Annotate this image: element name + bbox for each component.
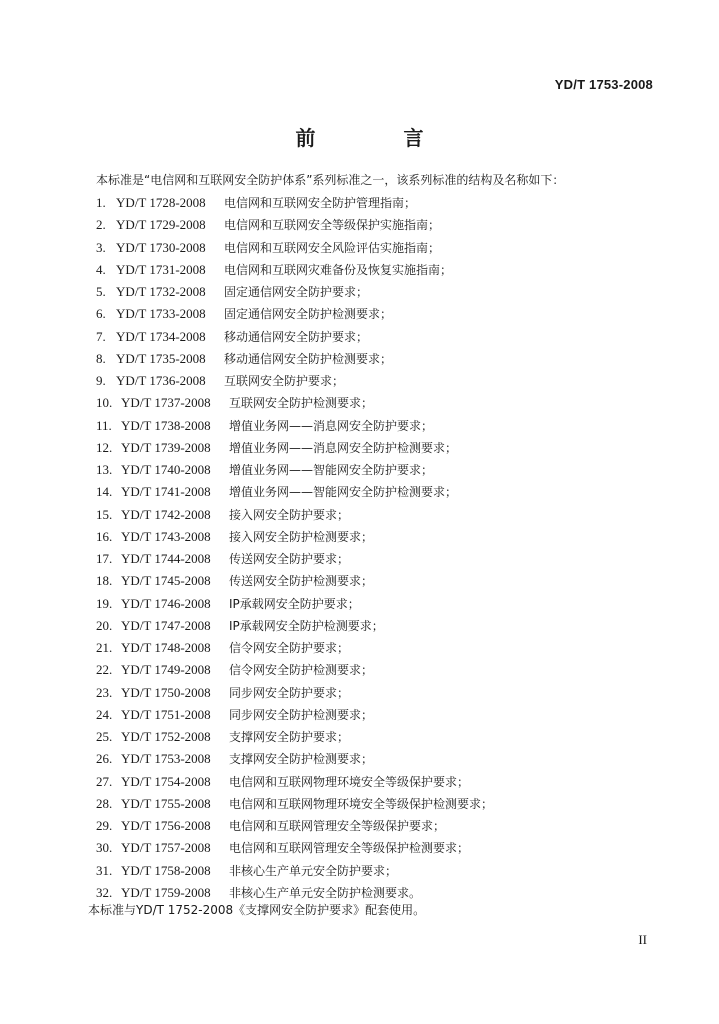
list-item (96, 593, 656, 615)
standard-name: 固定通信网安全防护要求； (224, 285, 369, 299)
list-item (96, 192, 656, 214)
standard-name: IP承载网安全防护检测要求； (229, 618, 384, 633)
standard-name: 非核心生产单元安全防护要求； (229, 863, 398, 878)
item-number: 26. (96, 751, 113, 767)
standard-code: YD/T 1748-2008 (121, 640, 211, 655)
standard-code: YD/T 1741-2008 (121, 484, 211, 500)
item-number: 1. (96, 195, 106, 210)
standard-code: YD/T 1750-2008 (121, 684, 211, 700)
standard-name: 接入网安全防护要求； (229, 507, 350, 522)
standard-name: 电信网和互联网物理环境安全等级保护要求； (229, 774, 470, 789)
list-item (96, 437, 656, 459)
standard-code: YD/T 1739-2008 (121, 439, 211, 455)
item-number: 21. (96, 640, 113, 655)
item-number: 9. (96, 373, 106, 388)
standard-code: YD/T 1749-2008 (121, 662, 211, 678)
item-number: 23. (96, 684, 113, 700)
item-number: 3. (96, 239, 106, 255)
item-number: 28. (96, 795, 113, 811)
item-number: 12. (96, 439, 113, 455)
item-number: 29. (96, 818, 113, 833)
standard-name: 传送网安全防护要求； (229, 552, 350, 566)
standard-code: YD/T 1746-2008 (121, 595, 211, 611)
item-number: 30. (96, 840, 113, 856)
standard-code: YD/T 1734-2008 (116, 328, 206, 344)
item-number: 14. (96, 484, 113, 500)
list-item (96, 303, 656, 325)
list-item (96, 237, 656, 259)
standard-code: YD/T 1744-2008 (121, 551, 211, 566)
standard-code: YD/T 1735-2008 (116, 350, 206, 366)
standard-name: 同步网安全防护要求； (229, 685, 350, 700)
list-item (96, 259, 656, 281)
standard-code: YD/T 1757-2008 (121, 840, 211, 856)
standard-code: YD/T 1730-2008 (116, 239, 206, 255)
standard-name: 支撑网安全防护检测要求； (229, 752, 374, 767)
list-item (96, 860, 656, 882)
standard-code: YD/T 1736-2008 (116, 373, 206, 388)
standard-code: YD/T 1751-2008 (121, 706, 211, 722)
standard-name: 电信网和互联网安全风险评估实施指南； (224, 240, 441, 255)
standard-name: 电信网和互联网灾难备份及恢复实施指南； (224, 262, 453, 277)
list-item (96, 548, 656, 570)
standard-code: YD/T 1754-2008 (121, 773, 211, 789)
item-number: 20. (96, 617, 113, 633)
item-number: 17. (96, 551, 113, 566)
item-number: 24. (96, 706, 113, 722)
item-number: 15. (96, 506, 113, 522)
item-number: 16. (96, 528, 113, 544)
standard-code: YD/T 1747-2008 (121, 617, 211, 633)
standard-name: 互联网安全防护要求； (224, 374, 345, 388)
standard-name: 移动通信网安全防护要求； (224, 329, 369, 344)
item-number: 32. (96, 884, 113, 900)
standard-name: 增值业务网——智能网安全防护要求； (229, 463, 434, 477)
standard-code: YD/T 1759-2008 (121, 884, 211, 900)
standards-list (96, 192, 656, 904)
page-number: II (638, 932, 647, 947)
list-item (96, 748, 656, 770)
list-item (96, 637, 656, 659)
standard-code: YD/T 1758-2008 (121, 862, 211, 878)
standard-name: 电信网和互联网安全等级保护实施指南； (224, 218, 441, 233)
standard-name: 电信网和互联网管理安全等级保护检测要求； (229, 841, 470, 856)
standard-name: 增值业务网——消息网安全防护检测要求； (229, 440, 458, 455)
list-item (96, 726, 656, 748)
list-item (96, 348, 656, 370)
list-item (96, 570, 656, 592)
standard-code: YD/T 1743-2008 (121, 528, 211, 544)
standard-name: IP承载网安全防护要求； (229, 596, 360, 611)
list-item (96, 370, 656, 392)
list-item (96, 793, 656, 815)
item-number: 4. (96, 261, 106, 277)
standard-code: YD/T 1728-2008 (116, 195, 206, 210)
standard-code: YD/T 1731-2008 (116, 261, 206, 277)
item-number: 31. (96, 862, 113, 878)
list-item (96, 415, 656, 437)
list-item (96, 815, 656, 837)
standard-name: 电信网和互联网物理环境安全等级保护检测要求； (229, 796, 494, 811)
list-item (96, 659, 656, 681)
list-item (96, 771, 656, 793)
list-item (96, 882, 656, 904)
standard-code: YD/T 1753-2008 (121, 751, 211, 767)
item-number: 6. (96, 306, 106, 322)
list-item (96, 459, 656, 481)
standard-name: 支撑网安全防护要求； (229, 730, 350, 744)
item-number: 7. (96, 328, 106, 344)
standard-code: YD/T 1733-2008 (116, 306, 206, 322)
item-number: 11. (96, 417, 112, 433)
item-number: 18. (96, 573, 113, 589)
list-item (96, 526, 656, 548)
list-item (96, 504, 656, 526)
standard-name: 信令网安全防护检测要求； (229, 663, 374, 678)
standard-name: 接入网安全防护检测要求； (229, 529, 374, 544)
item-number: 27. (96, 773, 113, 789)
list-item (96, 392, 656, 414)
list-item (96, 837, 656, 859)
standard-code: YD/T 1742-2008 (121, 506, 211, 522)
standard-name: 增值业务网——智能网安全防护检测要求； (229, 485, 458, 500)
item-number: 19. (96, 595, 113, 611)
intro-paragraph: 本标准是“电信网和互联网安全防护体系”系列标准之一，该系列标准的结构及名称如下： (96, 173, 565, 187)
list-item (96, 704, 656, 726)
standard-code: YD/T 1732-2008 (116, 284, 206, 299)
standard-code: YD/T 1738-2008 (121, 417, 211, 433)
standard-code: YD/T 1729-2008 (116, 217, 206, 233)
standard-name: 信令网安全防护要求； (229, 641, 350, 655)
item-number: 5. (96, 284, 106, 299)
item-number: 8. (96, 350, 106, 366)
standard-code: YD/T 1745-2008 (121, 573, 211, 589)
standard-name: 固定通信网安全防护检测要求； (224, 307, 393, 322)
standard-code: YD/T 1756-2008 (121, 818, 211, 833)
standard-code: YD/T 1755-2008 (121, 795, 211, 811)
standard-name: 同步网安全防护检测要求； (229, 707, 374, 722)
standard-code: YD/T 1737-2008 (121, 395, 211, 411)
page-title: 前 言 (295, 126, 458, 150)
closing-paragraph: 本标准与YD/T 1752-2008《支撑网安全防护要求》配套使用。 (88, 903, 426, 917)
standard-name: 增值业务网——消息网安全防护要求； (229, 418, 434, 433)
standard-name: 电信网和互联网安全防护管理指南； (224, 196, 417, 210)
standard-name: 移动通信网安全防护检测要求； (224, 351, 393, 366)
list-item (96, 615, 656, 637)
standard-name: 非核心生产单元安全防护检测要求。 (229, 885, 422, 900)
standard-code: YD/T 1740-2008 (121, 462, 211, 477)
list-item (96, 214, 656, 236)
item-number: 13. (96, 462, 113, 477)
list-item (96, 326, 656, 348)
standard-name: 电信网和互联网管理安全等级保护要求； (229, 819, 446, 833)
list-item (96, 281, 656, 303)
item-number: 10. (96, 395, 113, 411)
standard-name: 传送网安全防护检测要求； (229, 574, 374, 589)
item-number: 25. (96, 729, 113, 744)
standard-code: YD/T 1752-2008 (121, 729, 211, 744)
item-number: 2. (96, 217, 106, 233)
item-number: 22. (96, 662, 113, 678)
standard-identifier: YD/T 1753-2008 (554, 77, 653, 92)
list-item (96, 481, 656, 503)
standard-name: 互联网安全防护检测要求； (229, 396, 374, 411)
list-item (96, 682, 656, 704)
